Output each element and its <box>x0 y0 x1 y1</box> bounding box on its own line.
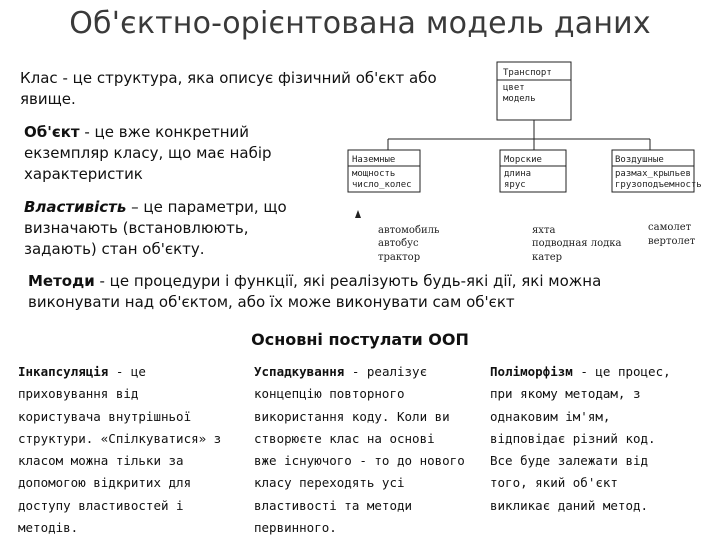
column-line: однаковим ім'ям, <box>490 408 611 424</box>
column-line: відповідає різний код. <box>490 430 656 446</box>
encapsulation-term: Інкапсуляція <box>18 364 109 379</box>
diagram-instance: яхта <box>532 225 556 236</box>
column-line: приховування від <box>18 386 139 402</box>
diagram-class-attr: мощность <box>352 169 396 179</box>
property-text: – це параметри, що <box>126 198 287 216</box>
diagram-instance: автомобиль <box>378 225 440 236</box>
methods-line: виконувати над об'єктом, або їх може виконувати сам об'єкт <box>28 293 515 311</box>
diagram-class-attr: размах_крыльев <box>615 169 691 179</box>
column-line: первинного. <box>254 520 337 536</box>
column-text: - це процес, <box>572 364 671 379</box>
methods-term: Методи <box>28 272 95 290</box>
column-line: вже існуючого - то до нового <box>254 453 465 469</box>
column-line: викликає даний метод. <box>490 497 649 513</box>
column-line <box>490 361 716 383</box>
column-line: концепцію повторного <box>254 386 405 402</box>
column-line: класу переходять усі <box>254 475 405 491</box>
column-line: створюєте клас на основі <box>254 430 435 446</box>
diagram-instance: трактор <box>378 252 421 263</box>
property-term: Властивість <box>24 198 127 216</box>
object-line: характеристик <box>24 165 143 183</box>
diagram-root-name: Транспорт <box>503 68 552 78</box>
column-line: Все буде залежати від <box>490 453 649 469</box>
page-title: Об'єктно-орієнтована модель даних <box>69 6 651 41</box>
property-line: визначають (встановлюють, <box>24 219 249 237</box>
column-line: користувача внутрішньої <box>18 408 192 424</box>
diagram-class-attr: грузоподъемность <box>615 180 702 190</box>
object-text: - це вже конкретний <box>79 123 249 141</box>
diagram-instance: самолет <box>648 222 692 233</box>
class-description: - це структура, яка описує фізичний об'єкт або явище. <box>20 69 437 108</box>
diagram-instance: катер <box>532 252 563 263</box>
column-line: доступу властивостей і <box>18 497 184 513</box>
inheritance-term: Успадкування <box>254 364 345 379</box>
column-line: при якому методам, з <box>490 386 641 402</box>
object-line <box>24 122 354 143</box>
methods-text: - це процедури і функції, які реалізують будь-які дії, які можна <box>94 272 602 290</box>
diagram-class-attr: ярус <box>504 180 526 190</box>
object-definition <box>24 122 354 185</box>
methods-definition <box>28 271 708 313</box>
column-line <box>18 361 243 383</box>
methods-line <box>28 271 708 292</box>
diagram-class-attr: число_колес <box>352 180 412 190</box>
encapsulation-column <box>18 361 243 539</box>
inheritance-column <box>254 361 484 539</box>
column-line: структури. «Спілкуватися» з <box>18 430 222 446</box>
diagram-arrow <box>355 210 361 218</box>
column-line: допомогою відкритих для <box>18 475 192 491</box>
column-text: - реалізує <box>344 364 428 379</box>
class-term: Клас <box>20 69 58 87</box>
polymorphism-column <box>490 361 716 517</box>
column-text: - це <box>108 364 146 379</box>
diagram-instance: автобус <box>378 238 419 249</box>
diagram-class-name: Морские <box>504 155 542 165</box>
column-line: методів. <box>18 520 79 536</box>
diagram-root-attr: модель <box>503 94 536 104</box>
column-line: використання коду. Коли ви <box>254 408 450 424</box>
diagram-class-name: Воздушные <box>615 155 664 165</box>
property-line: задають) стан об'єкту. <box>24 240 205 258</box>
diagram-instance: вертолет <box>648 236 696 247</box>
diagram-root-attr: цвет <box>503 83 525 93</box>
column-line: класом можна тільки за <box>18 453 184 469</box>
property-definition <box>24 197 354 260</box>
diagram-class-attr: длина <box>504 169 532 179</box>
property-line <box>24 197 354 218</box>
column-line: того, який об'єкт <box>490 475 618 491</box>
object-line: екземпляр класу, що має набір <box>24 144 272 162</box>
polymorphism-term: Поліморфізм <box>490 364 573 379</box>
column-line <box>254 361 484 383</box>
object-term: Об'єкт <box>24 123 80 141</box>
diagram-instance: подводная лодка <box>532 238 622 249</box>
column-line: властивості та методи <box>254 497 413 513</box>
class-definition <box>20 68 490 110</box>
diagram-class-name: Наземные <box>352 155 396 165</box>
section-title: Основні постулати ООП <box>251 330 469 349</box>
